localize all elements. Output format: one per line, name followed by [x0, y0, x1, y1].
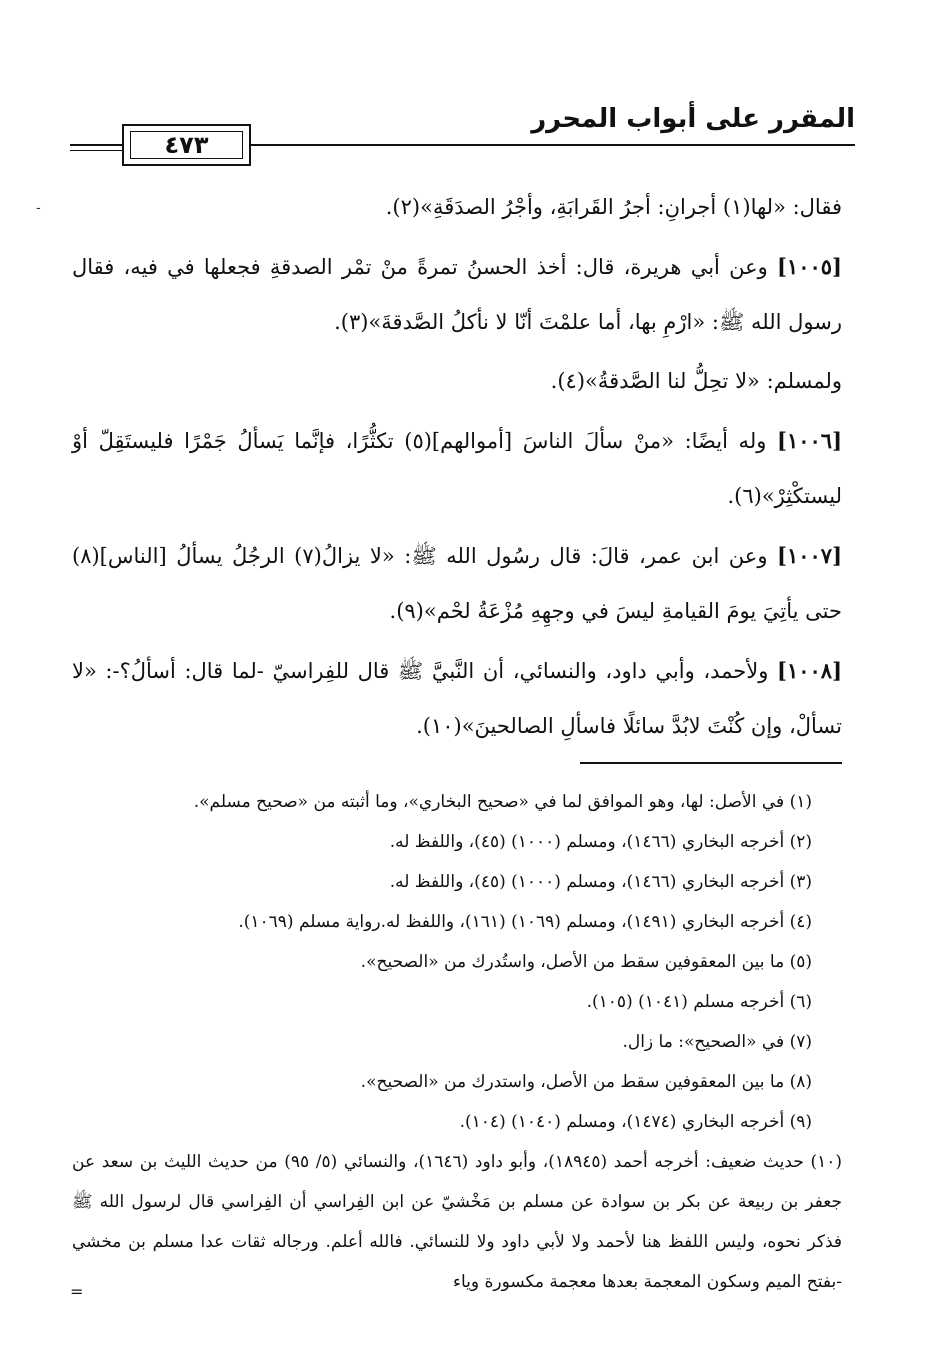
hadith-number: [١٠٠٦]: [777, 428, 842, 453]
footnote-9: (٩) أخرجه البخاري (١٤٧٤)، ومسلم (١٠٤٠) (١٠٤).: [459, 1112, 812, 1132]
main-text: [72, 180, 842, 758]
footnote-separator: [580, 762, 842, 764]
footnote-3: (٣) أخرجه البخاري (١٤٦٦)، ومسلم (١٠٠٠) (٤٥)، واللفظ له.: [389, 872, 812, 892]
hadith-text: وعن أبي هريرة، قال: أخذ الحسنُ تمرةً منْ تمْر الصدقةِ فجعلها في فيه، فقال رسول الله ﷺ: «ارْمِ بها، أما علمْتَ أنّا لا نأكلُ الصَّدقةَ»(٣).: [72, 255, 842, 334]
footnote-7: (٧) في «الصحيح»: ما زال.: [622, 1032, 812, 1052]
hadith-number: [١٠٠٧]: [777, 543, 842, 568]
footnote-1: (١) في الأصل: لها، وهو الموافق لما في «صحيح البخاري»، وما أثبته من «صحيح مسلم».: [193, 792, 812, 812]
continuation-mark: =: [70, 1282, 84, 1301]
paragraph-1: فقال: «لها(١) أجرانِ: أجرُ القَرابَةِ، وأجْرُ الصدَقَةِ»(٢).: [385, 195, 842, 219]
hadith-number: [١٠٠٨]: [777, 658, 842, 683]
footnote-10: (١٠) حديث ضعيف: أخرجه أحمد (١٨٩٤٥)، وأبو داود (١٦٤٦)، والنسائي (٥/ ٩٥) من حديث الليث بن سعد عن جعفر بن ربيعة عن بكر بن سوادة عن مسلم بن مَخْشيّ عن ابن الفِراسي أن الفِراسي قال لرسول الله ﷺ فذكر نحوه، وليس اللفظ هنا لأحمد ولا لأبي داود ولا للنسائي. فالله أعلم. ورجاله ثقات عدا مسلم بن مخشي -بفتح الميم وسكون المعجمة بعدها معجمة مكسورة وياء: [72, 1152, 843, 1292]
footnotes: [72, 782, 842, 1302]
page-header: [60, 96, 855, 166]
footnote-8: (٨) ما بين المعقوفين سقط من الأصل، واستدرك من «الصحيح».: [360, 1072, 812, 1092]
running-title: المقرر على أبواب المحرر: [531, 104, 855, 134]
footnote-4: (٤) أخرجه البخاري (١٤٩١)، ومسلم (١٠٦٩) (١٦١)، واللفظ له.رواية مسلم (١٠٦٩).: [238, 912, 812, 932]
paragraph-1006: [72, 413, 842, 524]
paragraph-1008: [72, 643, 842, 754]
page-number-box: [122, 124, 251, 166]
hadith-text: وعن ابن عمر، قالَ: قال رسُول الله ﷺ: «لا يزالُ(٧) الرجُلُ يسألُ [الناس](٨) حتى يأتِيَ يومَ القيامةِ ليسَ في وجهِهِ مُزْعَةُ لحْم»(٩).: [72, 544, 842, 623]
footnote-2: (٢) أخرجه البخاري (١٤٦٦)، ومسلم (١٠٠٠) (٤٥)، واللفظ له.: [389, 832, 812, 852]
paragraph-1005: [72, 239, 842, 350]
page-number: ٤٧٣: [164, 131, 209, 159]
paragraph-muslim: ولمسلم: «لا تحِلُّ لنا الصَّدقةُ»(٤).: [550, 369, 842, 393]
hadith-text: ولأحمد، وأبي داود، والنسائي، أن النَّبيَّ ﷺ قال للفِراسيّ -لما قال: أسألُ؟-: «لا تسألْ، وإن كُنْتَ لابُدَّ سائلًا فاسألِ الصالحينَ»(١٠).: [72, 659, 842, 738]
hadith-text: وله أيضًا: «منْ سألَ الناسَ [أموالهم](٥) تكثُّرًا، فإنَّما يَسألُ جَمْرًا فليستَقِلّ أوْ ليستكْثِرْ»(٦).: [72, 429, 842, 508]
footnote-6: (٦) أخرجه مسلم (١٠٤١) (١٠٥).: [586, 992, 812, 1012]
hadith-number: [١٠٠٥]: [776, 254, 842, 279]
footnote-5: (٥) ما بين المعقوفين سقط من الأصل، واستُدرك من «الصحيح».: [360, 952, 812, 972]
margin-mark: -: [36, 200, 41, 216]
paragraph-1007: [72, 528, 842, 639]
